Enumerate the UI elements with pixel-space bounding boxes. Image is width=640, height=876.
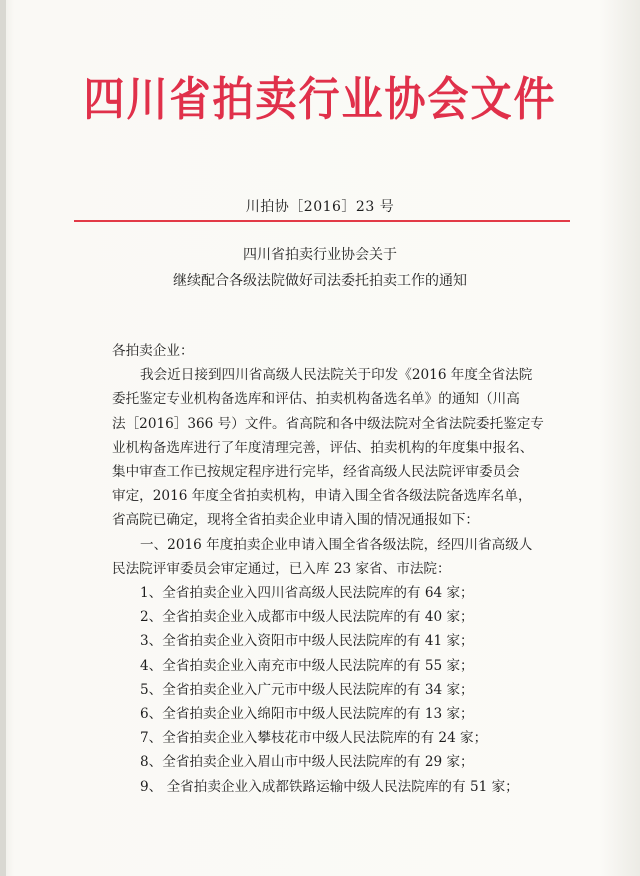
notice-body [112, 339, 544, 799]
paragraph-line: 集中审查工作已按规定程序进行完毕，经省高级人民法院评审委员会 [112, 464, 520, 481]
paragraph-line: 审定，2016 年度全省拍卖机构，申请入围全省各级法院备选库名单， [112, 488, 532, 505]
paragraph-line: 委托鉴定专业机构备选库和评估、拍卖机构备选名单》的通知（川高 [112, 391, 520, 408]
paragraph-line: 业机构备选库进行了年度清理完善，评估、拍卖机构的年度集中报名、 [112, 439, 534, 456]
notice-subject [0, 242, 640, 294]
section-one-line: 民法院评审委员会审定通过，已入库 23 家省、市法院： [112, 560, 451, 577]
list-item: 3、全省拍卖企业入资阳市中级人民法院库的有 41 家； [140, 633, 474, 650]
red-divider-line [74, 220, 570, 222]
list-item: 6、全省拍卖企业入绵阳市中级人民法院库的有 13 家； [140, 706, 474, 723]
paragraph-line: 我会近日接到四川省高级人民法院关于印发《2016 年度全省法院 [140, 367, 533, 384]
list-item: 4、全省拍卖企业入南充市中级人民法院库的有 55 家； [140, 657, 474, 674]
section-one-line: 一、2016 年度拍卖企业申请入围全省各级法院，经四川省高级人 [140, 536, 533, 553]
list-item: 7、全省拍卖企业入攀枝花市中级人民法院库的有 24 家； [140, 730, 488, 747]
document-header-title: 四川省拍卖行业协会文件 [83, 72, 557, 127]
list-item: 8、全省拍卖企业入眉山市中级人民法院库的有 29 家； [140, 754, 474, 771]
list-item: 1、全省拍卖企业入四川省高级人民法院库的有 64 家； [140, 585, 474, 602]
salutation: 各拍卖企业： [112, 343, 194, 359]
subject-line-1: 四川省拍卖行业协会关于 [243, 247, 397, 263]
subject-line-2: 继续配合各级法院做好司法委托拍卖工作的通知 [173, 273, 467, 289]
document-number: 川拍协［2016］23 号 [245, 199, 395, 215]
page-binding-edge [0, 0, 6, 876]
list-item: 9、 全省拍卖企业入成都铁路运输中级人民法院库的有 51 家； [140, 778, 519, 795]
paragraph-line: 法［2016］366 号）文件。省高院和各中级法院对全省法院委托鉴定专 [112, 415, 544, 432]
list-item: 5、全省拍卖企业入广元市中级人民法院库的有 34 家； [140, 681, 474, 698]
list-item: 2、全省拍卖企业入成都市中级人民法院库的有 40 家； [140, 609, 474, 626]
paragraph-line: 省高院已确定，现将全省拍卖企业申请入围的情况通报如下： [112, 512, 480, 529]
